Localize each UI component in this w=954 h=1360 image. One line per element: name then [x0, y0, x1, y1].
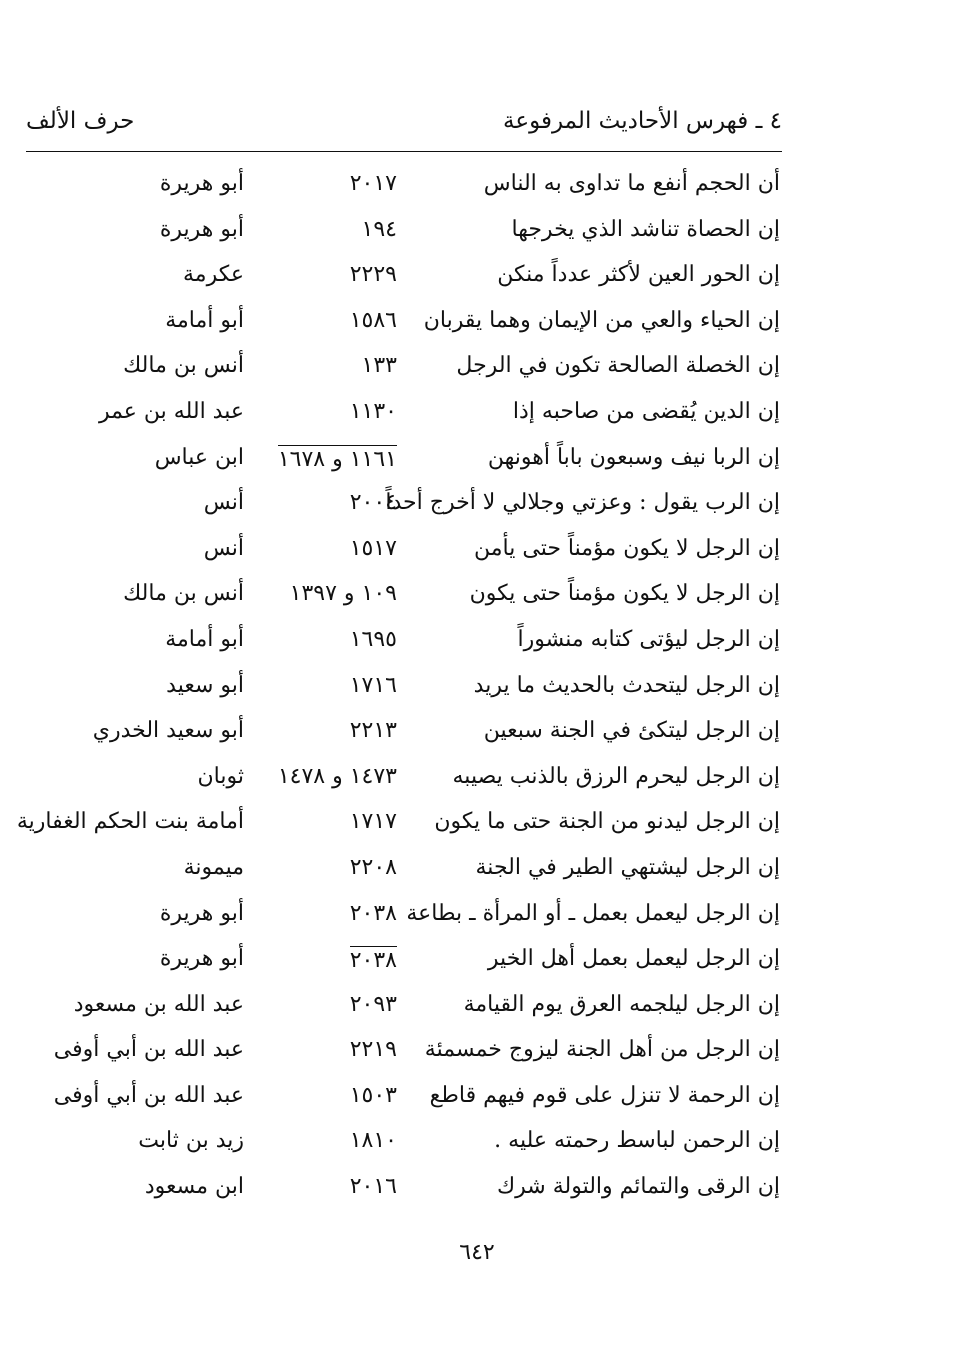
hadith-text: إن الرجل ليؤتى كتابه منشوراً — [517, 626, 780, 652]
hadith-text: إن الرجل ليشتهي الطير في الجنة — [475, 854, 780, 880]
index-row — [0, 667, 954, 713]
narrator: ابن عباس — [154, 444, 244, 470]
narrator: أبو هريرة — [159, 216, 244, 242]
narrator: أنس بن مالك — [123, 581, 244, 607]
hadith-number: ٢٢١٣ — [349, 718, 397, 744]
hadith-text: إن الرجل لا يكون مؤمناً حتى يكون — [469, 581, 780, 607]
narrator: أمامة بنت الحكم الغفارية — [16, 809, 244, 835]
hadith-number: ٢٠٩٣ — [349, 991, 397, 1017]
index-row — [0, 165, 954, 211]
header-divider — [26, 151, 782, 152]
hadith-text: إن الرجل ليعمل بعمل أهل الخير — [487, 946, 780, 972]
hadith-text: أن الحجم أنفع ما تداوى به الناس — [483, 171, 780, 196]
hadith-text: إن الخصلة الصالحة تكون في الرجل — [456, 353, 780, 379]
narrator: أنس بن مالك — [123, 353, 244, 379]
narrator: أبو أمامة — [165, 626, 244, 652]
hadith-number: ١٠٩ و ١٣٩٧ — [289, 581, 397, 607]
narrator: أبو هريرة — [159, 171, 244, 196]
hadith-number: ١٤٧٣ و ١٤٧٨ — [277, 763, 397, 789]
narrator: ميمونة — [183, 854, 244, 880]
narrator: زيد بن ثابت — [138, 1128, 244, 1154]
narrator: أنس — [203, 535, 244, 561]
index-row — [0, 347, 954, 393]
hadith-text: إن الرقى والتمائم والتولة شرك — [497, 1174, 780, 1200]
index-row — [0, 803, 954, 849]
hadith-text: إن الرجل ليتكئ في الجنة سبعين — [483, 718, 780, 744]
narrator: أبو أمامة — [165, 307, 244, 333]
hadith-text: إن الرجل لا يكون مؤمناً حتى يأمن — [474, 535, 780, 561]
index-row — [0, 940, 954, 986]
index-row — [0, 575, 954, 621]
hadith-number: ٢٢١٩ — [349, 1037, 397, 1063]
index-row — [0, 1168, 954, 1214]
hadith-number: ١١٦١ و ١٦٧٨ — [277, 446, 397, 472]
narrator: عبد الله بن عمر — [98, 398, 244, 424]
index-row — [0, 986, 954, 1032]
index-row — [0, 393, 954, 439]
hadith-text: إن الرب يقول : وعزتي وجلالي لا أخرج أحداً — [385, 490, 780, 516]
index-row — [0, 530, 954, 576]
hadith-number: ٢٠١٧ — [349, 171, 397, 196]
hadith-number: ١٩٤ — [361, 216, 397, 242]
index-row — [0, 1122, 954, 1168]
index-row — [0, 621, 954, 667]
hadith-number: ١٦٩٥ — [349, 626, 397, 652]
hadith-number: ١٧١٧ — [349, 809, 397, 835]
index-row — [0, 439, 954, 485]
section-title: ٤ ـ فهرس الأحاديث المرفوعة — [503, 108, 782, 134]
narrator: أبو هريرة — [159, 946, 244, 972]
index-row — [0, 256, 954, 302]
narrator: عبد الله بن مسعود — [73, 991, 244, 1017]
hadith-number: ١٥٨٦ — [349, 307, 397, 333]
hadith-text: إن الرجل ليتحدث بالحديث ما يريد — [473, 672, 780, 698]
hadith-number: ١٥١٧ — [349, 535, 397, 561]
narrator: عبد الله بن أبي أوفى — [53, 1037, 244, 1063]
hadith-number: ١٧١٦ — [349, 672, 397, 698]
hadith-number: ١٥٠٣ — [349, 1082, 397, 1108]
narrator: أبو سعيد الخدري — [92, 718, 244, 744]
hadith-text: إن الرجل ليعمل بعمل ـ أو المرأة ـ بطاعة — [406, 900, 780, 926]
hadith-text: إن الحياء والعي من الإيمان وهما يقربان — [423, 307, 780, 333]
hadith-text: إن الرجل ليدنو من الجنة حتى ما يكون — [434, 809, 780, 835]
hadith-number: ٢٠١٦ — [349, 1174, 397, 1200]
narrator: أنس — [203, 490, 244, 516]
hadith-text: إن الرحمن لباسط رحمته عليه . — [494, 1128, 780, 1154]
page-header — [26, 108, 782, 148]
index-row — [0, 758, 954, 804]
hadith-text: إن الرجل من أهل الجنة ليزوج خمسمئة — [424, 1037, 780, 1063]
hadith-index-table — [0, 165, 954, 1214]
hadith-text: إن الحصاة تناشد الذي يخرجها — [511, 216, 780, 242]
index-row — [0, 302, 954, 348]
narrator: ثوبان — [197, 763, 244, 789]
index-row — [0, 895, 954, 941]
hadith-text: إن الربا نيف وسبعون باباً أهونهن — [487, 444, 780, 470]
index-row — [0, 712, 954, 758]
narrator: ابن مسعود — [144, 1174, 244, 1200]
hadith-number: ٢٢٠٨ — [349, 854, 397, 880]
hadith-number: ٢٠٣٨ — [349, 900, 397, 926]
letter-title: حرف الألف — [26, 108, 135, 134]
narrator: عبد الله بن أبي أوفى — [53, 1082, 244, 1108]
hadith-number: ٢٠٣٨ — [349, 948, 397, 974]
hadith-number: ١٨١٠ — [349, 1128, 397, 1154]
hadith-number: ١١٣٠ — [349, 398, 397, 424]
index-row — [0, 211, 954, 257]
hadith-number: ١٣٣ — [361, 353, 397, 379]
hadith-text: إن الرجل ليلجمه العرق يوم القيامة — [463, 991, 780, 1017]
page-number: ٦٤٢ — [459, 1240, 495, 1265]
index-row — [0, 1077, 954, 1123]
narrator: أبو هريرة — [159, 900, 244, 926]
hadith-number: ٢٠٠٤ — [349, 490, 397, 516]
hadith-text: إن الرجل ليحرم الرزق بالذنب يصيبه — [452, 763, 780, 789]
index-row — [0, 849, 954, 895]
hadith-number: ٢٢٢٩ — [349, 262, 397, 288]
hadith-text: إن الرحمة لا تنزل على قوم فيهم قاطع — [429, 1082, 780, 1108]
index-row — [0, 484, 954, 530]
index-row — [0, 1031, 954, 1077]
narrator: أبو سعيد — [166, 672, 244, 698]
hadith-text: إن الدين يُقضى من صاحبه إذا — [512, 398, 780, 424]
narrator: عكرمة — [183, 262, 244, 288]
hadith-text: إن الحور العين لأكثر عدداً منكن — [497, 262, 780, 288]
